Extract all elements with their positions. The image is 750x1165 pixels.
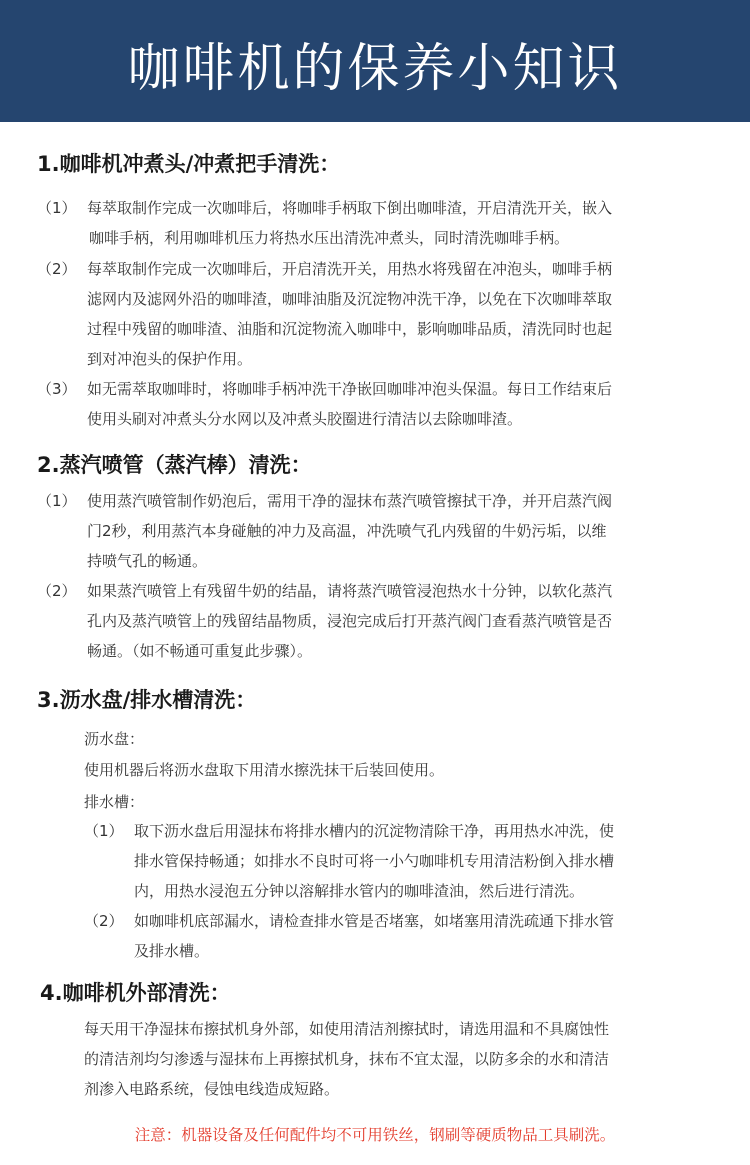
item-number: （1）: [37, 199, 77, 217]
item-line: 如果蒸汽喷管上有残留牛奶的结晶，请将蒸汽喷管浸泡热水十分钟，以软化蒸汽: [87, 582, 613, 600]
item-line: 滤网内及滤网外沿的咖啡渣，咖啡油脂及沉淀物冲洗干净，以免在下次咖啡萃取: [87, 290, 613, 308]
section-3-item-2: [84, 906, 614, 966]
item-number: （2）: [37, 582, 77, 600]
item-line: 到对冲泡头的保护作用。: [87, 350, 253, 368]
item-line: 取下沥水盘后用湿抹布将排水槽内的沉淀物清除干净，再用热水冲洗，使: [134, 822, 615, 840]
title-banner: [0, 0, 750, 122]
paragraph-line: 每天用干净湿抹布擦拭机身外部，如使用清洁剂擦拭时，请选用温和不具腐蚀性: [84, 1020, 610, 1038]
section-3-heading: 3.沥水盘/排水槽清洗：: [37, 688, 257, 712]
item-line: 如无需萃取咖啡时，将咖啡手柄冲洗干净嵌回咖啡冲泡头保温。每日工作结束后: [87, 380, 613, 398]
item-number: （3）: [37, 380, 77, 398]
item-line: 排水管保持畅通；如排水不良时可将一小勺咖啡机专用清洁粉倒入排水槽: [134, 852, 615, 870]
item-number: （1）: [84, 822, 124, 840]
item-number: （2）: [37, 260, 77, 278]
item-line: 咖啡手柄，利用咖啡机压力将热水压出清洗冲煮头，同时清洗咖啡手柄。: [89, 229, 570, 247]
item-number: （2）: [84, 912, 124, 930]
section-2-item-2: [37, 576, 612, 666]
paragraph-line: 的清洁剂均匀渗透与湿抹布上再擦拭机身，抹布不宜太湿，以防多余的水和清洁: [84, 1050, 610, 1068]
section-1-item-1: [37, 193, 612, 253]
section-2-item-1: [37, 486, 612, 576]
item-line: 每萃取制作完成一次咖啡后，开启清洗开关，用热水将残留在冲泡头，咖啡手柄: [87, 260, 613, 278]
warning-notice: 注意：机器设备及任何配件均不可用铁丝，钢刷等硬质物品工具刷洗。: [134, 1126, 616, 1144]
item-line: 门2秒，利用蒸汽本身碰触的冲力及高温，冲洗喷气孔内残留的牛奶污垢，以维: [87, 522, 607, 540]
page-title: 咖啡机的保养小知识: [127, 38, 623, 99]
item-line: 过程中残留的咖啡渣、油脂和沉淀物流入咖啡中，影响咖啡品质，清洗同时也起: [87, 320, 613, 338]
item-line: 持喷气孔的畅通。: [87, 552, 208, 570]
item-line: 内，用热水浸泡五分钟以溶解排水管内的咖啡渣油，然后进行清洗。: [134, 882, 585, 900]
item-line: 及排水槽。: [134, 942, 210, 960]
item-line: 使用蒸汽喷管制作奶泡后，需用干净的湿抹布蒸汽喷管擦拭干净，并开启蒸汽阀: [87, 492, 613, 510]
item-line: 如咖啡机底部漏水，请检查排水管是否堵塞，如堵塞用清洗疏通下排水管: [134, 912, 615, 930]
item-line: 使用头刷对冲煮头分水网以及冲煮头胶圈进行清洁以去除咖啡渣。: [87, 410, 523, 428]
paragraph-line: 剂渗入电路系统，侵蚀电线造成短路。: [84, 1080, 340, 1098]
item-line: 孔内及蒸汽喷管上的残留结晶物质，浸泡完成后打开蒸汽阀门查看蒸汽喷管是否: [87, 612, 613, 630]
drip-tray-label: 沥水盘：: [84, 730, 145, 748]
item-line: 每萃取制作完成一次咖啡后，将咖啡手柄取下倒出咖啡渣，开启清洗开关，嵌入: [87, 199, 613, 217]
drip-tray-text: 使用机器后将沥水盘取下用清水擦洗抹干后装回使用。: [84, 761, 445, 779]
section-4-paragraph: [84, 1014, 609, 1104]
section-2-heading: 2.蒸汽喷管（蒸汽棒）清洗：: [37, 453, 312, 477]
section-4-heading: 4.咖啡机外部清洗：: [40, 981, 231, 1005]
item-number: （1）: [37, 492, 77, 510]
section-1-heading: 1.咖啡机冲煮头/冲煮把手清洗：: [37, 152, 341, 176]
drain-label: 排水槽：: [84, 793, 145, 811]
section-3-item-1: [84, 816, 614, 906]
item-line: 畅通。（如不畅通可重复此步骤）。: [87, 642, 313, 660]
section-1-item-2: [37, 254, 612, 374]
section-1-item-3: [37, 374, 612, 434]
